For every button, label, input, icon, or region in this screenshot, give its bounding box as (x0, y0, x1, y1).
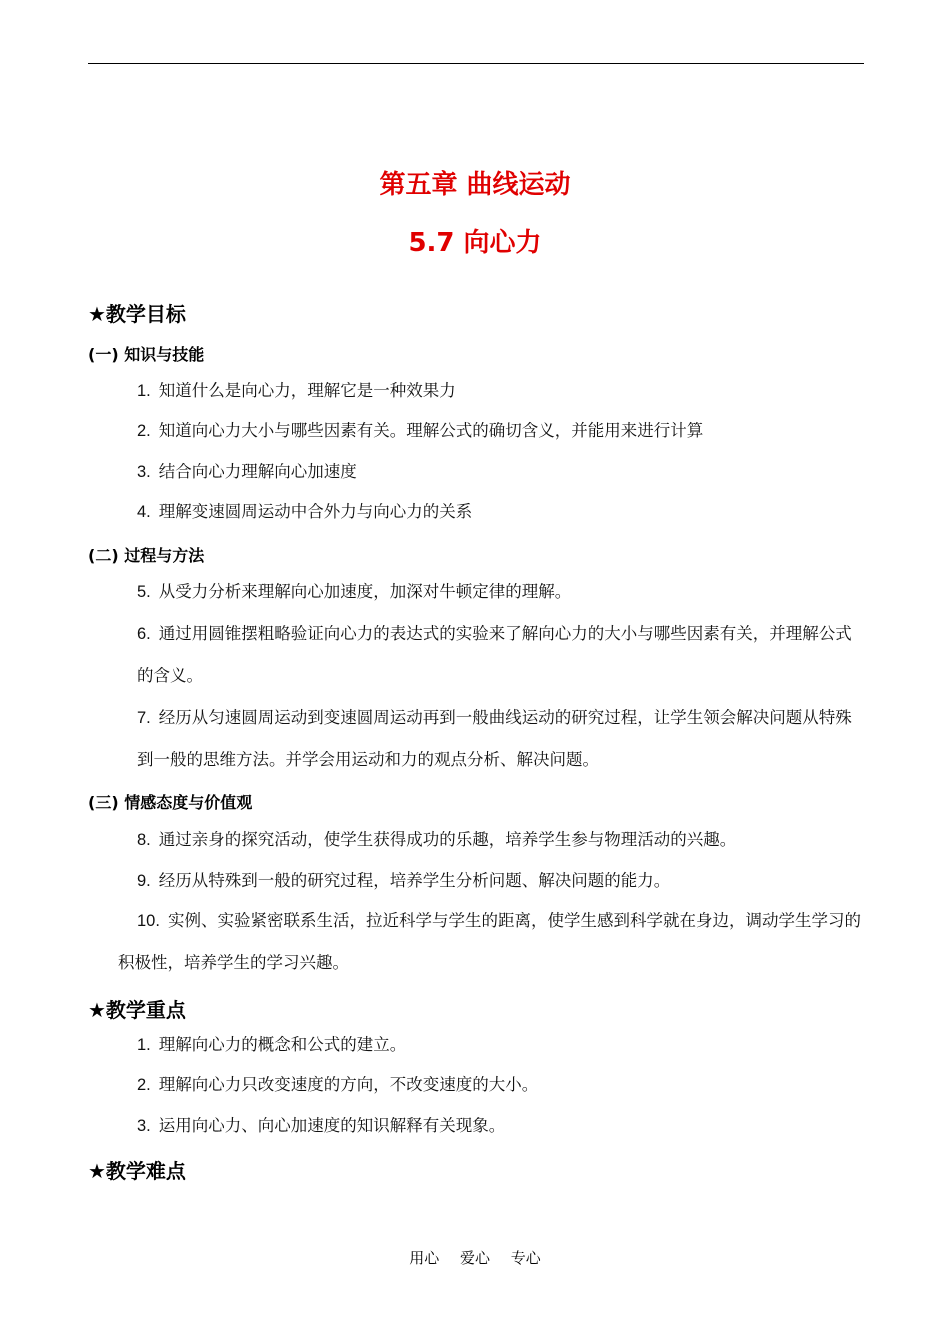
subheading-attitude: (三) 情感态度与价值观 (88, 793, 253, 812)
subheading-process: (二) 过程与方法 (88, 546, 205, 565)
list-item: 7. 经历从匀速圆周运动到变速圆周运动再到一般曲线运动的研究过程，让学生领会解决问题从特殊到一般的思维方法。并学会用运动和力的观点分析、解决问题。 (137, 708, 852, 769)
header-rule (88, 63, 864, 64)
footer-text: 专心 (510, 1249, 541, 1267)
footer-text: 用心 (409, 1249, 440, 1267)
subheading-knowledge: (一) 知识与技能 (88, 345, 205, 364)
page-footer (0, 1247, 950, 1268)
list-item: 2. 理解向心力只改变速度的方向，不改变速度的大小。 (137, 1075, 539, 1094)
list-item: 6. 通过用圆锥摆粗略验证向心力的表达式的实验来了解向心力的大小与哪些因素有关，并理解公式的含义。 (137, 624, 852, 685)
list-item: 2. 知道向心力大小与哪些因素有关。理解公式的确切含义，并能用来进行计算 (137, 421, 704, 440)
list-item: 10. 实例、实验紧密联系生活，拉近科学与学生的距离，使学生感到科学就在身边，调动学生学习的积极性，培养学生的学习兴趣。 (118, 911, 861, 972)
list-item: 4. 理解变速圆周运动中合外力与向心力的关系 (137, 502, 473, 521)
section-heading-difficulties: ★教学难点 (88, 1159, 186, 1183)
list-item: 3. 结合向心力理解向心加速度 (137, 462, 357, 481)
list-item: 1. 知道什么是向心力，理解它是一种效果力 (137, 381, 456, 400)
list-item: 9. 经历从特殊到一般的研究过程，培养学生分析问题、解决问题的能力。 (137, 871, 671, 890)
list-item: 1. 理解向心力的概念和公式的建立。 (137, 1035, 407, 1054)
list-item: 5. 从受力分析来理解向心加速度，加深对牛顿定律的理解。 (137, 582, 572, 601)
list-item: 3. 运用向心力、向心加速度的知识解释有关现象。 (137, 1116, 506, 1135)
section-heading-objectives: ★教学目标 (88, 302, 186, 326)
list-item: 8. 通过亲身的探究活动，使学生获得成功的乐趣，培养学生参与物理活动的兴趣。 (137, 830, 737, 849)
chapter-title: 第五章 曲线运动 (379, 170, 571, 200)
section-title: 5.7 向心力 (408, 228, 542, 258)
section-heading-key-points: ★教学重点 (88, 998, 186, 1022)
footer-text: 爱心 (459, 1249, 490, 1267)
